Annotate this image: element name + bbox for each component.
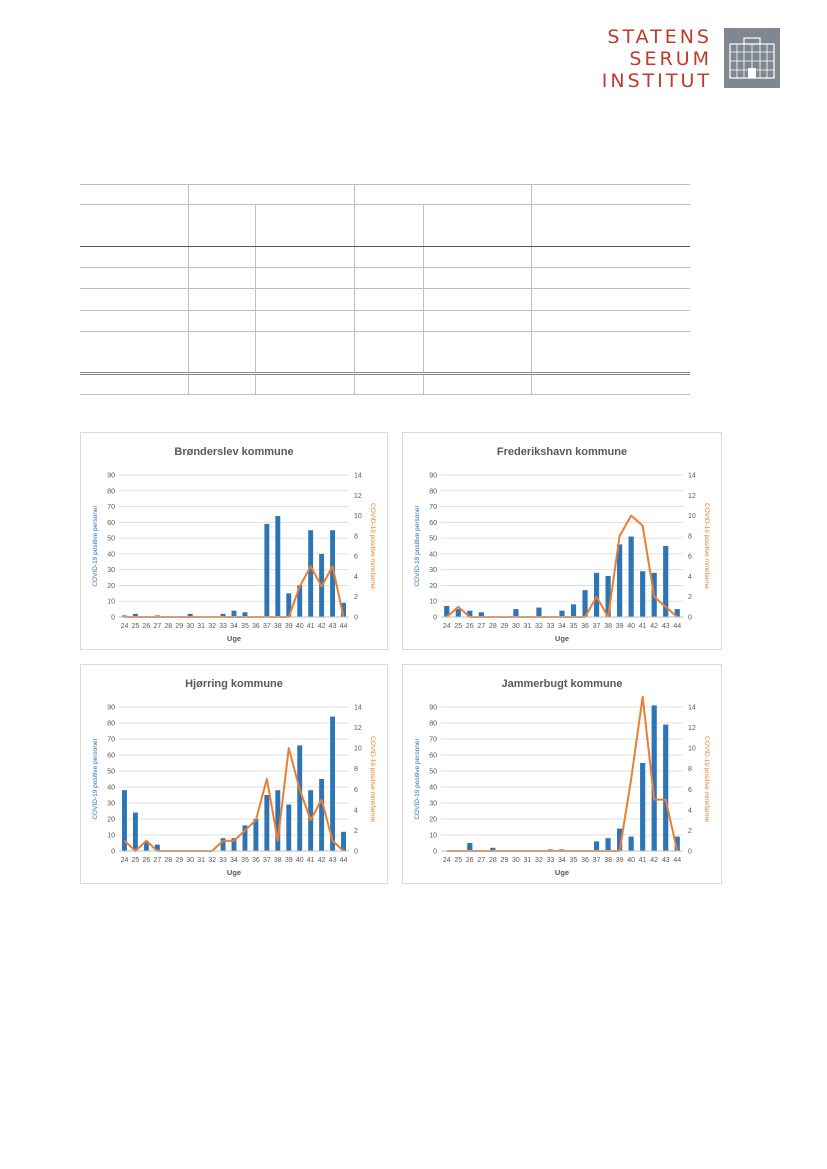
x-tick-label: 25 [454, 623, 463, 630]
x-tick-label: 41 [306, 623, 315, 630]
table-row [80, 247, 690, 268]
x-tick-label: 43 [328, 857, 337, 864]
y2-tick-label: 0 [354, 848, 358, 856]
y2-tick-label: 14 [354, 472, 362, 480]
y2-tick-label: 10 [354, 513, 362, 521]
logo-line-3: INSTITUT [601, 70, 712, 92]
table-total-row [80, 373, 690, 394]
y2-tick-label: 4 [354, 573, 358, 581]
y2-axis-label: COVID-19 positive minkfarme [369, 736, 376, 822]
table-group-header-row [80, 185, 690, 205]
y-tick-label: 30 [107, 800, 115, 808]
x-tick-label: 44 [339, 623, 348, 630]
x-tick-label: 42 [650, 623, 659, 630]
table-cell [255, 205, 354, 247]
x-tick-label: 43 [661, 623, 670, 630]
y-tick-label: 60 [429, 752, 437, 760]
x-tick-label: 29 [500, 623, 509, 630]
x-tick-label: 37 [592, 857, 601, 864]
x-tick-label: 36 [581, 857, 589, 864]
y2-tick-label: 4 [354, 807, 358, 815]
bar [594, 841, 599, 851]
x-tick-label: 32 [535, 857, 543, 864]
chart-panel-jammerbugt [402, 664, 722, 884]
y-tick-label: 30 [429, 567, 437, 575]
chart-frederikshavn [403, 433, 721, 649]
y2-tick-label: 10 [354, 745, 362, 753]
chart-hjorring [81, 665, 387, 883]
table-header-row [80, 205, 690, 247]
y2-tick-label: 8 [688, 766, 692, 774]
y2-axis-label: COVID-19 positive minkfarme [703, 503, 710, 589]
x-tick-label: 37 [592, 623, 601, 630]
x-tick-label: 34 [558, 857, 566, 864]
y-tick-label: 80 [429, 720, 437, 728]
y2-tick-label: 14 [688, 472, 696, 480]
x-tick-label: 40 [295, 623, 304, 630]
y-tick-label: 30 [107, 567, 115, 575]
x-tick-label: 26 [142, 623, 151, 630]
chart-title: Brønderslev kommune [174, 446, 294, 458]
x-tick-label: 39 [284, 623, 293, 630]
y-tick-label: 20 [429, 816, 437, 824]
x-tick-label: 38 [273, 857, 282, 864]
y-tick-label: 40 [107, 551, 115, 559]
y2-tick-label: 8 [354, 766, 358, 774]
x-tick-label: 34 [230, 857, 238, 864]
chart-panel-hjorring [80, 664, 388, 884]
y2-tick-label: 2 [688, 827, 692, 835]
bar [467, 843, 472, 851]
x-tick-label: 43 [661, 857, 670, 864]
table-cell [80, 185, 188, 205]
x-tick-label: 27 [477, 857, 486, 864]
y2-tick-label: 4 [688, 807, 692, 815]
x-tick-label: 32 [208, 623, 216, 630]
x-tick-label: 41 [638, 623, 647, 630]
y-tick-label: 80 [107, 488, 115, 496]
y-tick-label: 50 [107, 768, 115, 776]
bar [264, 795, 269, 851]
y-tick-label: 20 [429, 582, 437, 590]
x-tick-label: 33 [219, 857, 227, 864]
x-tick-label: 38 [604, 857, 612, 864]
bar [456, 609, 461, 617]
x-tick-label: 26 [142, 857, 151, 864]
x-tick-label: 25 [131, 623, 140, 630]
x-tick-label: 30 [186, 623, 195, 630]
y-tick-label: 80 [429, 488, 437, 496]
y-tick-label: 10 [429, 832, 437, 840]
x-tick-label: 28 [164, 623, 173, 630]
building-icon [724, 28, 780, 88]
y2-tick-label: 12 [688, 492, 696, 500]
x-tick-label: 30 [186, 857, 195, 864]
y-tick-label: 0 [433, 614, 437, 622]
x-tick-label: 42 [317, 623, 326, 630]
y-tick-label: 0 [433, 848, 437, 856]
x-tick-label: 24 [120, 623, 129, 630]
x-tick-label: 35 [241, 857, 249, 864]
table-row [80, 310, 690, 331]
bar [286, 805, 291, 851]
x-tick-label: 31 [523, 623, 532, 630]
x-tick-label: 34 [230, 623, 238, 630]
y-axis-label: COVID-19 positive personer [414, 505, 421, 587]
y-tick-label: 70 [107, 504, 115, 512]
x-tick-label: 27 [153, 623, 162, 630]
chart-title: Hjørring kommune [185, 678, 283, 690]
table-cell [80, 205, 188, 247]
y-tick-label: 60 [429, 519, 437, 527]
table-row [80, 268, 690, 289]
bar [275, 516, 280, 617]
bar [663, 725, 668, 851]
y2-tick-label: 14 [354, 704, 362, 712]
x-tick-label: 26 [465, 857, 474, 864]
x-tick-label: 24 [442, 623, 451, 630]
table-cell [531, 185, 690, 205]
x-tick-label: 39 [615, 623, 624, 630]
y2-tick-label: 2 [354, 827, 358, 835]
bar [297, 745, 302, 851]
x-tick-label: 30 [512, 857, 520, 864]
y-tick-label: 90 [107, 704, 115, 712]
y-tick-label: 80 [107, 720, 115, 728]
x-tick-label: 44 [673, 857, 682, 864]
bar [264, 524, 269, 617]
y-tick-label: 0 [111, 614, 115, 622]
y-tick-label: 40 [429, 551, 437, 559]
logo-line-1: STATENS [607, 26, 712, 48]
y-tick-label: 70 [107, 736, 115, 744]
y-tick-label: 50 [429, 768, 437, 776]
bar [253, 819, 258, 851]
table-cell [531, 205, 690, 247]
bar [536, 608, 541, 617]
bar [606, 838, 611, 851]
x-tick-label: 40 [627, 623, 636, 630]
x-tick-label: 38 [273, 623, 282, 630]
x-axis-label: Uge [226, 634, 242, 643]
x-tick-label: 24 [120, 857, 129, 864]
y2-tick-label: 6 [354, 553, 358, 561]
table-cell [188, 185, 354, 205]
x-tick-label: 25 [454, 857, 463, 864]
x-tick-label: 32 [208, 857, 216, 864]
x-tick-label: 40 [627, 857, 636, 864]
chart-panel-bronderslev [80, 432, 388, 650]
summary-table [80, 184, 690, 395]
bar [629, 837, 634, 851]
y-tick-label: 70 [429, 736, 437, 744]
x-tick-label: 35 [569, 623, 578, 630]
y-tick-label: 90 [107, 472, 115, 480]
x-tick-label: 29 [175, 623, 184, 630]
x-tick-label: 29 [500, 857, 509, 864]
y-tick-label: 60 [107, 519, 115, 527]
bar [571, 604, 576, 617]
y2-tick-label: 12 [354, 725, 362, 733]
x-tick-label: 41 [638, 857, 647, 864]
y2-axis-label: COVID-19 positive minkfarme [703, 736, 710, 822]
bar [640, 763, 645, 851]
table-cell [354, 205, 423, 247]
table-row [80, 289, 690, 310]
x-tick-label: 28 [488, 623, 497, 630]
x-axis-label: Uge [226, 868, 242, 877]
bar [308, 530, 313, 617]
table-cell [354, 185, 531, 205]
x-tick-label: 31 [197, 857, 206, 864]
y-axis-label: COVID-19 positive personer [92, 505, 99, 587]
y-tick-label: 90 [429, 472, 437, 480]
x-tick-label: 30 [512, 623, 520, 630]
x-tick-label: 41 [306, 857, 315, 864]
x-axis-label: Uge [554, 634, 570, 643]
x-tick-label: 36 [252, 623, 260, 630]
y2-tick-label: 6 [354, 786, 358, 794]
y2-tick-label: 14 [688, 704, 696, 712]
y2-tick-label: 10 [688, 745, 696, 753]
y-tick-label: 0 [111, 848, 115, 856]
y2-tick-label: 6 [688, 553, 692, 561]
x-tick-label: 27 [153, 857, 162, 864]
x-tick-label: 28 [488, 857, 497, 864]
bar [629, 537, 634, 617]
x-tick-label: 36 [252, 857, 260, 864]
y-tick-label: 10 [107, 598, 115, 606]
y2-tick-label: 2 [354, 594, 358, 602]
logo-line-2: SERUM [629, 48, 712, 70]
logo-wordmark [602, 26, 712, 92]
x-tick-label: 42 [317, 857, 326, 864]
x-tick-label: 28 [164, 857, 173, 864]
x-tick-label: 24 [442, 857, 451, 864]
x-tick-label: 26 [465, 623, 474, 630]
y-tick-label: 50 [107, 535, 115, 543]
y-tick-label: 50 [429, 535, 437, 543]
x-tick-label: 40 [295, 857, 304, 864]
x-tick-label: 42 [650, 857, 659, 864]
x-axis-label: Uge [554, 868, 570, 877]
chart-panel-frederikshavn [402, 432, 722, 650]
y-axis-label: COVID-19 positive personer [414, 738, 421, 820]
y-tick-label: 10 [107, 832, 115, 840]
y-tick-label: 60 [107, 752, 115, 760]
x-tick-label: 39 [284, 857, 293, 864]
x-tick-label: 37 [262, 623, 271, 630]
y-axis-label: COVID-19 positive personer [92, 738, 99, 820]
x-tick-label: 33 [219, 623, 227, 630]
chart-bronderslev [81, 433, 387, 649]
y-tick-label: 20 [107, 816, 115, 824]
y2-tick-label: 0 [688, 848, 692, 856]
x-tick-label: 38 [604, 623, 612, 630]
x-tick-label: 37 [262, 857, 271, 864]
x-tick-label: 35 [569, 857, 578, 864]
y2-tick-label: 2 [688, 594, 692, 602]
y-tick-label: 90 [429, 704, 437, 712]
y2-tick-label: 12 [688, 725, 696, 733]
table-cell [423, 205, 531, 247]
x-tick-label: 33 [546, 623, 555, 630]
y2-axis-label: COVID-19 positive minkfarme [369, 503, 376, 589]
x-tick-label: 43 [328, 623, 337, 630]
x-tick-label: 33 [546, 857, 555, 864]
y-tick-label: 70 [429, 504, 437, 512]
y-tick-label: 10 [429, 598, 437, 606]
x-tick-label: 29 [175, 857, 184, 864]
x-tick-label: 34 [558, 623, 566, 630]
x-tick-label: 44 [339, 857, 348, 864]
chart-title: Frederikshavn kommune [496, 446, 628, 458]
table-row [80, 331, 690, 373]
x-tick-label: 36 [581, 623, 589, 630]
y2-tick-label: 0 [354, 614, 358, 622]
x-tick-label: 25 [131, 857, 140, 864]
y2-tick-label: 8 [354, 533, 358, 541]
chart-title: Jammerbugt kommune [501, 678, 623, 690]
y-tick-label: 40 [429, 784, 437, 792]
chart-jammerbugt [403, 665, 721, 883]
x-tick-label: 27 [477, 623, 486, 630]
y2-tick-label: 12 [354, 492, 362, 500]
y2-tick-label: 10 [688, 513, 696, 521]
bar [640, 571, 645, 617]
x-tick-label: 31 [523, 857, 532, 864]
x-tick-label: 44 [673, 623, 682, 630]
y-tick-label: 20 [107, 582, 115, 590]
bar [594, 573, 599, 617]
y-tick-label: 40 [107, 784, 115, 792]
y2-tick-label: 8 [688, 533, 692, 541]
bar [319, 779, 324, 851]
x-tick-label: 32 [535, 623, 543, 630]
x-tick-label: 39 [615, 857, 624, 864]
bar [513, 609, 518, 617]
y2-tick-label: 0 [688, 614, 692, 622]
x-tick-label: 35 [241, 623, 249, 630]
y2-tick-label: 6 [688, 786, 692, 794]
y-tick-label: 30 [429, 800, 437, 808]
y2-tick-label: 4 [688, 573, 692, 581]
bar [133, 813, 138, 851]
x-tick-label: 31 [197, 623, 206, 630]
table-cell [188, 205, 255, 247]
